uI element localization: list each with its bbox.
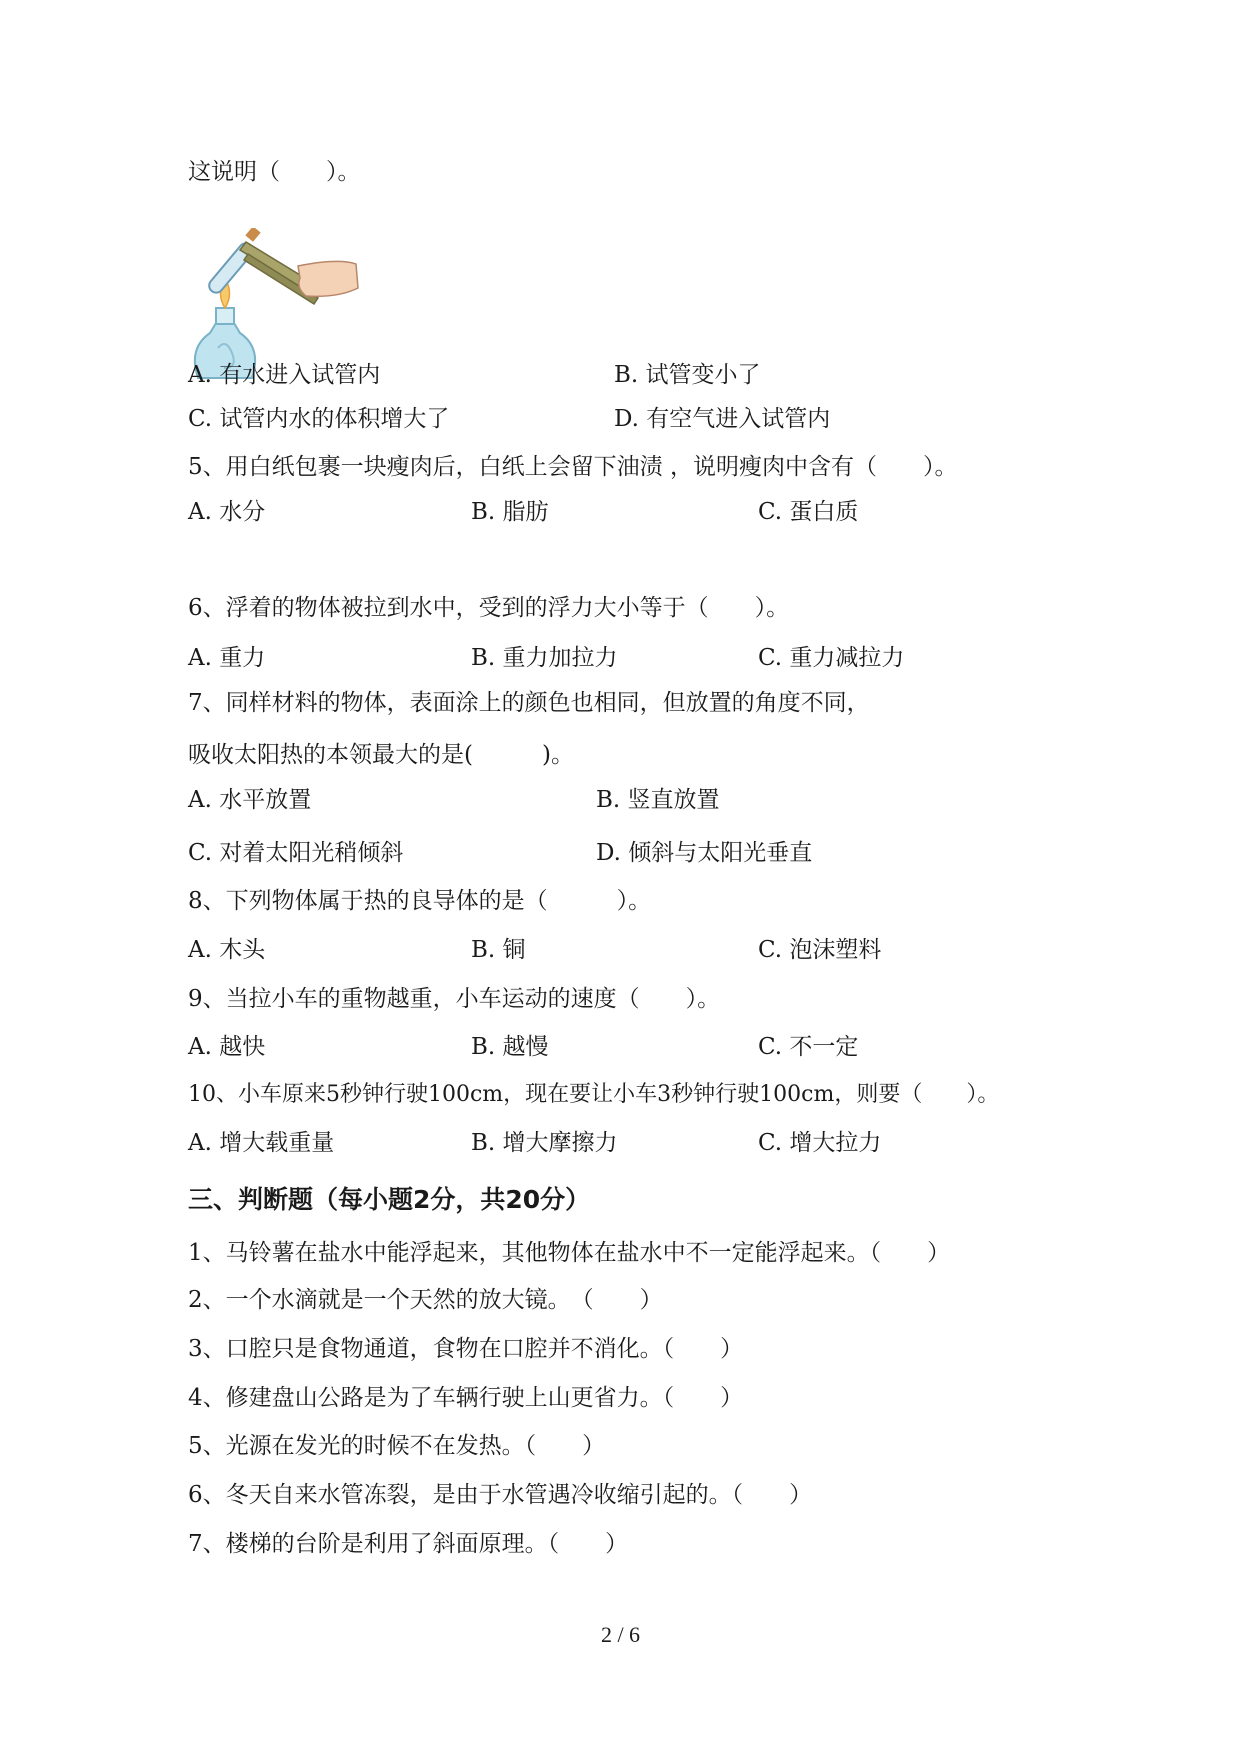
section-3-title: 三、判断题（每小题2分，共20分） — [188, 1185, 591, 1214]
judgment-item-3: 3、口腔只是食物通道，食物在口腔并不消化。（ ） — [188, 1336, 744, 1362]
q7-option-b: B. 竖直放置 — [596, 787, 720, 813]
q4-option-d: D. 有空气进入试管内 — [614, 406, 831, 432]
judgment-item-6: 6、冬天自来水管冻裂，是由于水管遇冷收缩引起的。（ ） — [188, 1482, 813, 1508]
q8-stem: 8、下列物体属于热的良导体的是（ ）。 — [188, 888, 652, 914]
q8-option-a: A. 木头 — [188, 937, 266, 963]
q7-stem-line1: 7、同样材料的物体，表面涂上的颜色也相同，但放置的角度不同， — [188, 690, 870, 716]
q10-option-b: B. 增大摩擦力 — [471, 1130, 618, 1156]
q9-option-b: B. 越慢 — [471, 1034, 549, 1060]
q4-option-c: C. 试管内水的体积增大了 — [188, 406, 450, 432]
q10-option-a: A. 增大载重量 — [188, 1130, 335, 1156]
q4-stem-tail: 这说明（ ）。 — [188, 159, 361, 185]
judgment-item-4: 4、修建盘山公路是为了车辆行驶上山更省力。（ ） — [188, 1385, 744, 1411]
q9-option-c: C. 不一定 — [758, 1034, 859, 1060]
q6-option-b: B. 重力加拉力 — [471, 645, 618, 671]
q4-option-a: A. 有水进入试管内 — [188, 362, 381, 388]
q10-stem: 10、小车原来5秒钟行驶100cm，现在要让小车3秒钟行驶100cm，则要（ ）。 — [188, 1082, 1000, 1107]
q5-option-b: B. 脂肪 — [471, 499, 549, 525]
q5-stem: 5、用白纸包裹一块瘦肉后，白纸上会留下油渍 ，说明瘦肉中含有（ ）。 — [188, 454, 958, 480]
q6-stem: 6、浮着的物体被拉到水中，受到的浮力大小等于（ ）。 — [188, 595, 790, 621]
page-number: 2 / 6 — [600, 1622, 641, 1647]
q7-option-a: A. 水平放置 — [188, 787, 312, 813]
judgment-item-5: 5、光源在发光的时候不在发热。（ ） — [188, 1433, 606, 1459]
q7-option-c: C. 对着太阳光稍倾斜 — [188, 840, 404, 866]
q5-option-c: C. 蛋白质 — [758, 499, 859, 525]
q9-stem: 9、当拉小车的重物越重，小车运动的速度（ ）。 — [188, 986, 721, 1012]
judgment-item-1: 1、马铃薯在盐水中能浮起来，其他物体在盐水中不一定能浮起来。（ ） — [188, 1240, 951, 1266]
q5-option-a: A. 水分 — [188, 499, 266, 525]
q9-option-a: A. 越快 — [188, 1034, 266, 1060]
q4-option-b: B. 试管变小了 — [614, 362, 761, 388]
q7-option-d: D. 倾斜与太阳光垂直 — [596, 840, 813, 866]
alcohol-lamp-test-tube-illustration — [188, 228, 363, 380]
judgment-item-7: 7、楼梯的台阶是利用了斜面原理。（ ） — [188, 1531, 629, 1557]
q8-option-c: C. 泡沫塑料 — [758, 937, 882, 963]
q6-option-a: A. 重力 — [188, 645, 266, 671]
q6-option-c: C. 重力减拉力 — [758, 645, 905, 671]
q10-option-c: C. 增大拉力 — [758, 1130, 882, 1156]
q7-stem-line2: 吸收太阳热的本领最大的是( )。 — [188, 742, 574, 768]
q8-option-b: B. 铜 — [471, 937, 526, 963]
judgment-item-2: 2、一个水滴就是一个天然的放大镜。 （ ） — [188, 1287, 663, 1313]
